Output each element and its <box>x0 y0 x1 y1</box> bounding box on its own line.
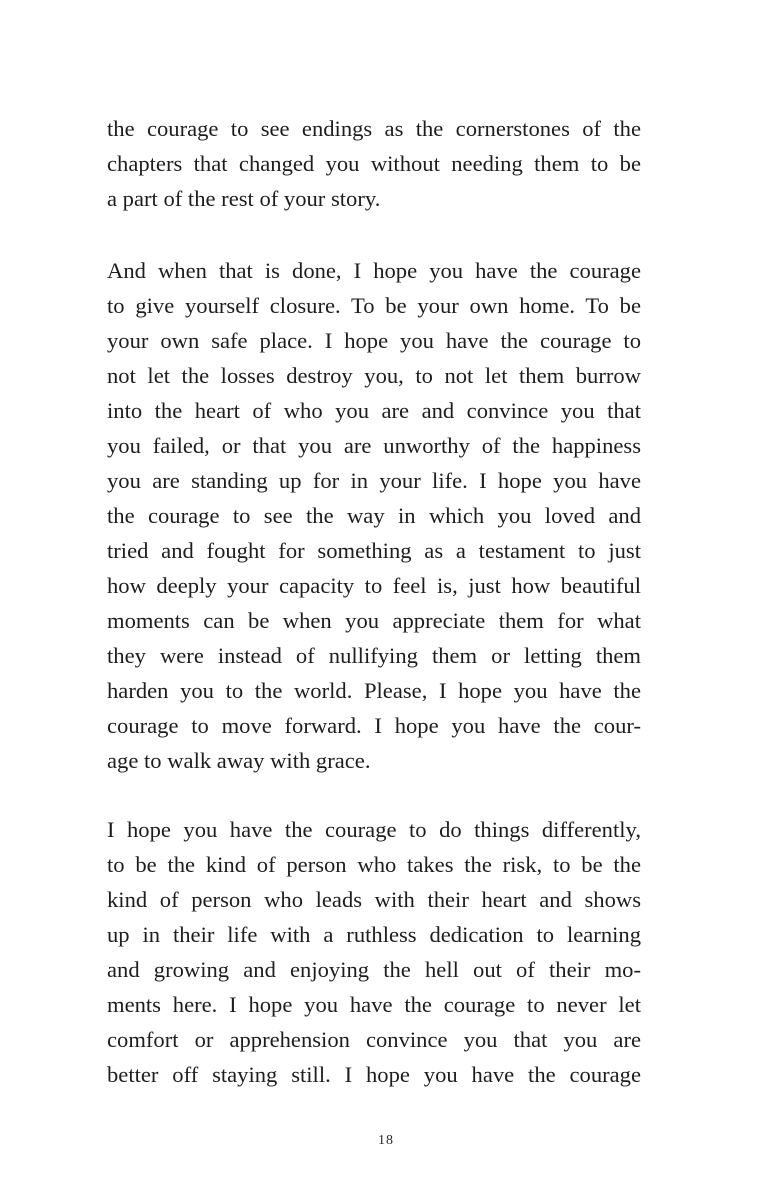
text-line: ments here. I hope you have the courage to never let <box>107 992 641 1017</box>
text-line: up in their life with a ruthless dedication to learning <box>107 922 641 947</box>
text-line: into the heart of who you are and convince you that <box>107 398 641 423</box>
text-line: they were instead of nullifying them or letting them <box>107 643 641 668</box>
text-line: courage to move forward. I hope you have the cour- <box>107 713 641 738</box>
text-line: a part of the rest of your story. <box>107 186 381 211</box>
text-line: and growing and enjoying the hell out of their mo- <box>107 957 641 982</box>
paragraph-2 <box>107 253 641 778</box>
text-line: to be the kind of person who takes the risk, to be the <box>107 852 641 877</box>
text-line: chapters that changed you without needing them to be <box>107 151 641 176</box>
paragraph-1 <box>107 111 641 216</box>
text-line: you failed, or that you are unworthy of the happiness <box>107 433 641 458</box>
text-line: not let the losses destroy you, to not let them burrow <box>107 363 641 388</box>
text-line: tried and fought for something as a testament to just <box>107 538 641 563</box>
paragraph-3 <box>107 812 641 1092</box>
page-number: 18 <box>378 1133 394 1148</box>
text-line: to give yourself closure. To be your own home. To be <box>107 293 641 318</box>
text-line: I hope you have the courage to do things differently, <box>107 817 641 842</box>
text-line: you are standing up for in your life. I hope you have <box>107 468 641 493</box>
text-line: better off staying still. I hope you have the courage <box>107 1062 641 1087</box>
text-line: And when that is done, I hope you have the courage <box>107 258 641 283</box>
text-line: the courage to see endings as the cornerstones of the <box>107 116 641 141</box>
text-line: moments can be when you appreciate them for what <box>107 608 641 633</box>
text-line: kind of person who leads with their heart and shows <box>107 887 641 912</box>
text-line: comfort or apprehension convince you that you are <box>107 1027 641 1052</box>
text-line: the courage to see the way in which you loved and <box>107 503 641 528</box>
text-line: harden you to the world. Please, I hope you have the <box>107 678 641 703</box>
text-line: age to walk away with grace. <box>107 748 371 773</box>
text-line: how deeply your capacity to feel is, just how beautiful <box>107 573 641 598</box>
text-line: your own safe place. I hope you have the courage to <box>107 328 641 353</box>
